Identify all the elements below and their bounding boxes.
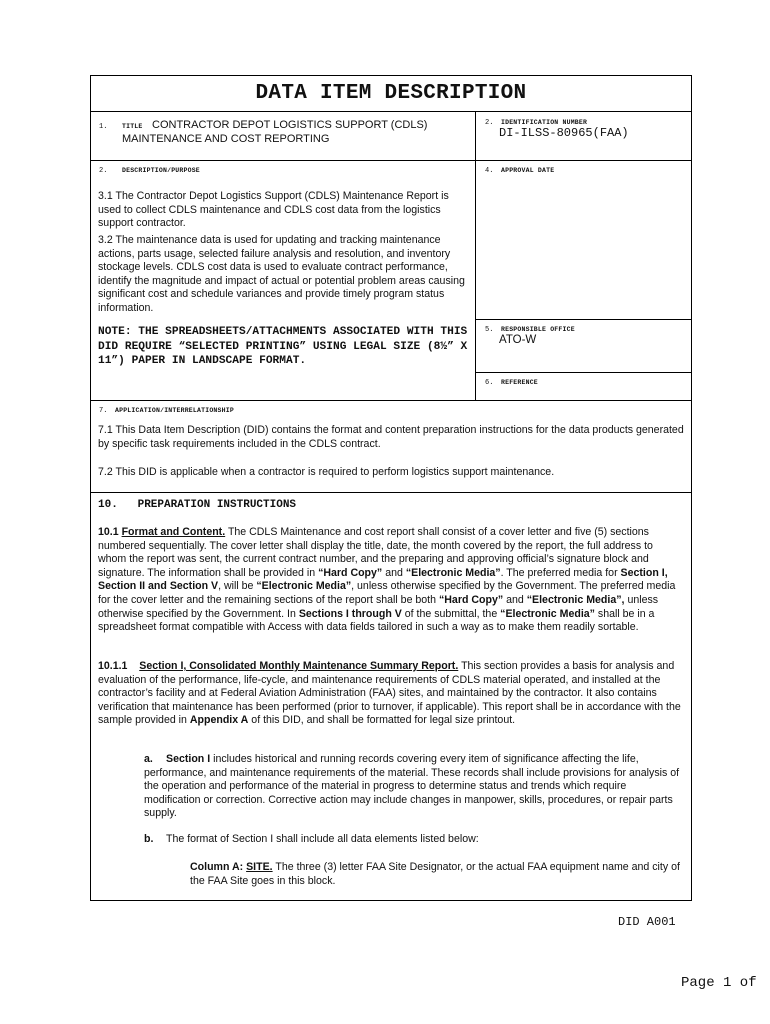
description-paragraph-2: 3.2 The maintenance data is used for updating and tracking maintenance actions, parts usage, selected failure analysis and resolution, and inventory stockage levels. CDLS cost data is used to evaluate contract performance, identify the magnitude and impact of actual or potential problem areas causing significant cost and schedule variances and provide timely program status information.	[98, 234, 465, 314]
divider	[475, 111, 476, 400]
block1-title-line1: CONTRACTOR DEPOT LOGISTICS SUPPORT (CDLS)	[152, 119, 428, 131]
section-10-1-1-paragraph	[98, 660, 684, 728]
block5-number: 5.	[485, 326, 494, 334]
divider	[475, 372, 691, 373]
sections-term: Sections I through V	[298, 607, 402, 620]
section-i-term: Section I	[166, 753, 211, 765]
block7-label: APPLICATION/INTERRELATIONSHIP	[115, 407, 234, 414]
column-a-label: Column A:	[190, 861, 244, 873]
block4-label: APPROVAL DATE	[501, 167, 555, 174]
electronic-media-term: “Electronic Media”	[256, 580, 352, 593]
divider	[475, 319, 691, 320]
section-text: , will be	[218, 580, 254, 593]
block2-label: IDENTIFICATION NUMBER	[501, 119, 588, 126]
block6-label: REFERENCE	[501, 379, 538, 386]
section-text: and	[385, 566, 403, 579]
divider	[91, 400, 691, 401]
electronic-media-term: “Electronic Media”	[500, 607, 595, 620]
column-a-paragraph	[190, 861, 682, 888]
section-text: . The preferred media for	[500, 566, 618, 579]
section-text: The CDLS Maintenance and cost report shall consist of a cover letter and five (5) sections numbered sequentially. The cover letter shall display the title, date, the month covered by the report, the full address to whom the report was sent, the current contract number, and the preparing and approving official’s signature block and signature. The information shall be provided in	[98, 526, 653, 579]
divider	[91, 111, 691, 112]
block4-number: 4.	[485, 167, 494, 175]
section-10-1-number: 10.1	[98, 526, 119, 538]
hard-copy-term: “Hard Copy”	[438, 593, 504, 606]
block5-label: RESPONSIBLE OFFICE	[501, 326, 575, 333]
section-text: This section provides a basis for analysis and evaluation of the performance, life-cycle, and maintenance requirements of CDLS material operated, and installed at the contractor’s facility and at Federal Aviation Administration (FAA) sites, and maintained by the contractor. It also contains verification that maintenance has been performed (prior to turnover, if applicable). This report shall be in accordance with the sample provided in	[98, 660, 681, 727]
electronic-media-term: “Electronic Media”	[405, 566, 501, 579]
block3-number: 2.	[99, 167, 108, 175]
block1-title-line2: MAINTENANCE AND COST REPORTING	[122, 133, 330, 145]
item-a-label: a.	[144, 753, 153, 765]
section-text: unless otherwise specified by the Government. In	[98, 593, 659, 620]
electronic-media-term: “Electronic Media”,	[526, 593, 625, 606]
divider	[91, 492, 691, 493]
section-text: of the submittal, the	[404, 607, 498, 620]
section-10-1-1-title: Section I, Consolidated Monthly Maintenance Summary Report.	[139, 660, 459, 672]
appendix-a-term: Appendix A	[189, 714, 249, 727]
site-term: SITE.	[246, 861, 273, 873]
application-paragraph-1: 7.1 This Data Item Description (DID) contains the format and content preparation instructions for the data products generated by specific task requirements included in the CDLS contract.	[98, 424, 684, 450]
application-paragraph-2: 7.2 This DID is applicable when a contractor is required to perform logistics support maintenance.	[98, 466, 555, 478]
preparation-heading: 10. PREPARATION INSTRUCTIONS	[98, 499, 297, 511]
item-b-text: The format of Section I shall include all data elements listed below:	[166, 833, 479, 845]
block7-number: 7.	[99, 407, 108, 415]
form-title: DATA ITEM DESCRIPTION	[255, 82, 527, 105]
section-10-1-paragraph	[98, 526, 684, 635]
section-text: includes historical and running records covering every item of significance affecting the life, performance, and maintenance requirements of the material. These records shall include provisions for analysis of the operation and performance of the material in progress to determine status and trends which require modification or correction. Corrective action may include changes in manpower, skills, procedures, or repair parts supply.	[144, 753, 680, 820]
data-item-description-form	[90, 75, 692, 901]
item-b-label: b.	[144, 833, 154, 845]
hard-copy-term: “Hard Copy”	[318, 566, 383, 579]
section-text: and	[506, 593, 524, 606]
section-text: of this DID, and shall be formatted for legal size printout.	[251, 714, 516, 727]
sections-term: Section I, Section II and Section V	[98, 566, 668, 593]
block3-label: DESCRIPTION/PURPOSE	[122, 167, 200, 174]
section-10-1-1-number: 10.1.1	[98, 660, 128, 672]
block6-number: 6.	[485, 379, 494, 387]
block1-number: 1.	[99, 123, 108, 131]
did-number: DID A001	[618, 915, 676, 929]
description-paragraph-1: 3.1 The Contractor Depot Logistics Support (CDLS) Maintenance Report is used to collect CDLS maintenance and CDLS cost data from the logistics support contractor.	[98, 190, 449, 230]
section-10-1-title: Format and Content.	[121, 526, 226, 538]
identification-number: DI-ILSS-80965(FAA)	[499, 126, 629, 140]
section-text: The three (3) letter FAA Site Designator, or the actual FAA equipment name and city of the FAA Site goes in this block.	[190, 861, 680, 887]
item-a-paragraph	[144, 753, 684, 821]
block2-number: 2.	[485, 119, 494, 127]
section-text: shall be in a spreadsheet format compatible with Access with data fields tailored in such a way as to make them readily sortable.	[98, 607, 655, 634]
printing-note: NOTE: THE SPREADSHEETS/ATTACHMENTS ASSOCIATED WITH THIS DID REQUIRE “SELECTED PRINTING” USING LEGAL SIZE (8½” X 11”) PAPER IN LANDSCAPE FORMAT.	[98, 326, 468, 367]
page-number: Page 1 of	[681, 975, 757, 991]
divider	[91, 160, 691, 161]
block1-label: TITLE	[122, 123, 143, 130]
responsible-office: ATO-W	[499, 334, 537, 346]
section-text: , unless otherwise specified by the Government. The preferred media for the cover letter and the remaining sections of the report shall be both	[98, 580, 676, 606]
